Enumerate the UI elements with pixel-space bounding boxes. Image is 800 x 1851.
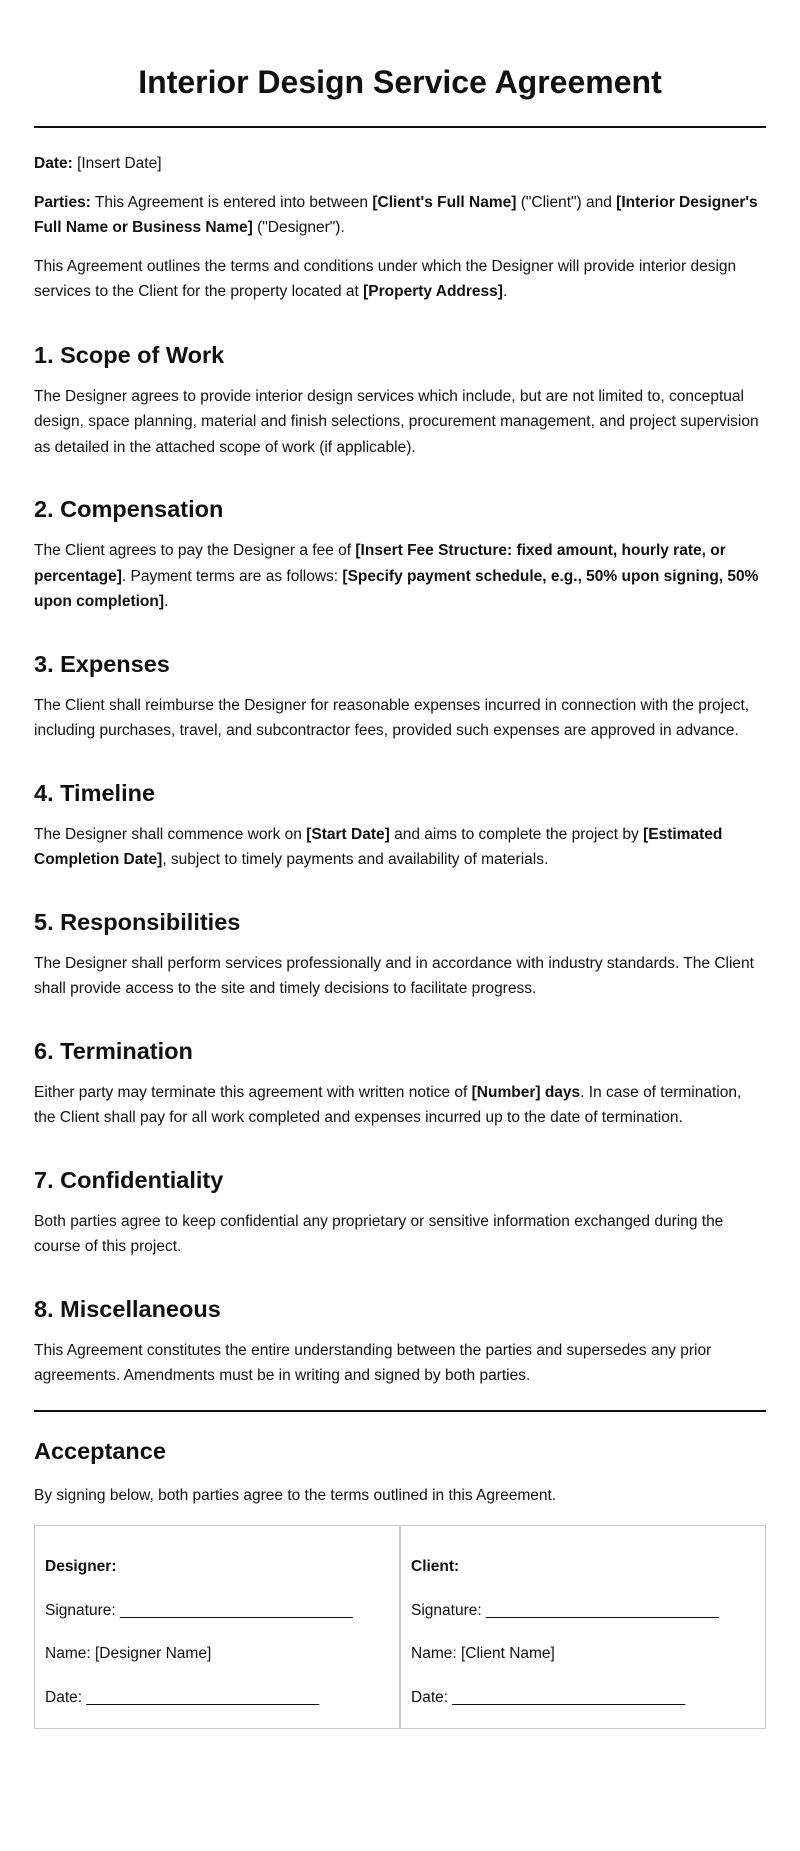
completion-date-placeholder: [Estimated Completion Date]: [34, 825, 723, 868]
designer-signature-line: Signature: ___________________________: [45, 1601, 353, 1619]
compensation-text: . Payment terms are as follows:: [121, 567, 343, 585]
client-name-line: Name: [Client Name]: [411, 1645, 555, 1662]
client-signature-block: [399, 1526, 765, 1728]
notice-days-placeholder: [Number] days: [471, 1083, 581, 1101]
section-termination: [34, 1036, 766, 1131]
section-acceptance: [34, 1436, 766, 1730]
intro-paragraph: [34, 254, 766, 305]
section-text: The Client shall reimburse the Designer for reasonable expenses incurred in connection with the project, including purchases, travel, and subcontractor fees, provided such expenses are approved in advance.: [34, 696, 750, 739]
section-compensation: [34, 494, 766, 615]
payment-schedule-placeholder: [Specify payment schedule, e.g., 50% upon signing, 50% upon completion]: [34, 567, 759, 610]
section-heading: 7. Confidentiality: [34, 1166, 224, 1193]
parties-text: ("Designer").: [252, 219, 345, 236]
compensation-text: The Client agrees to pay the Designer a fee of: [34, 542, 356, 559]
property-address-placeholder: [Property Address]: [363, 283, 503, 300]
section-heading: 4. Timeline: [34, 779, 156, 806]
client-name-placeholder: [Client's Full Name]: [372, 193, 517, 211]
section-text: Both parties agree to keep confidential any proprietary or sensitive information exchanged during the course of this project.: [34, 1212, 724, 1255]
parties-label: Parties:: [34, 193, 91, 211]
parties-paragraph: [34, 190, 766, 241]
timeline-text: and aims to complete the project by: [389, 825, 644, 843]
section-responsibilities: [34, 907, 766, 1002]
section-expenses: [34, 649, 766, 744]
section-timeline: [34, 778, 766, 873]
start-date-placeholder: [Start Date]: [306, 825, 390, 843]
section-scope: [34, 340, 766, 461]
acceptance-divider: [34, 1410, 766, 1412]
section-confidentiality: [34, 1165, 766, 1260]
client-signature-line: Signature: ___________________________: [411, 1601, 719, 1619]
designer-name-placeholder: [Interior Designer's Full Name or Business Name]: [34, 193, 758, 236]
intro-text: This Agreement outlines the terms and conditions under which the Designer will provide interior design services to the Client for the property located at: [34, 257, 737, 300]
client-date-line: Date: ___________________________: [411, 1688, 686, 1706]
termination-text: Either party may terminate this agreement with written notice of: [34, 1083, 472, 1101]
designer-signature-block: [35, 1526, 399, 1728]
section-heading: 1. Scope of Work: [34, 341, 225, 368]
designer-date-line: Date: ___________________________: [45, 1688, 320, 1706]
client-role-label: Client:: [411, 1558, 460, 1575]
section-heading: 6. Termination: [34, 1037, 193, 1064]
fee-placeholder: [Insert Fee Structure: fixed amount, hourly rate, or percentage]: [34, 542, 726, 585]
section-heading: 3. Expenses: [34, 650, 170, 677]
timeline-text: The Designer shall commence work on: [34, 825, 307, 843]
section-heading: 2. Compensation: [34, 496, 224, 522]
date-line: [34, 151, 766, 177]
section-text: This Agreement constitutes the entire understanding between the parties and supersedes any prior agreements. Amendments must be in writing and signed by both parties.: [34, 1341, 712, 1384]
section-text: [34, 538, 766, 615]
parties-text: This Agreement is entered into between: [90, 193, 373, 211]
date-label: Date:: [34, 155, 73, 172]
timeline-text: , subject to timely payments and availability of materials.: [162, 851, 549, 868]
designer-role-label: Designer:: [45, 1558, 117, 1575]
section-miscellaneous: [34, 1294, 766, 1389]
section-text: The Designer shall perform services professionally and in accordance with industry standards. The Client shall provide access to the site and timely decisions to facilitate progress.: [34, 954, 754, 997]
designer-name-line: Name: [Designer Name]: [45, 1645, 212, 1662]
title-divider: [34, 126, 766, 128]
date-value: [Insert Date]: [72, 155, 162, 172]
document-title: Interior Design Service Agreement: [138, 64, 662, 100]
acceptance-heading: Acceptance: [34, 1437, 166, 1464]
signature-table: [34, 1525, 766, 1729]
section-text: [34, 1080, 766, 1131]
section-text: [34, 822, 766, 873]
section-heading: 8. Miscellaneous: [34, 1295, 221, 1322]
section-heading: 5. Responsibilities: [34, 908, 241, 935]
intro-text: .: [502, 283, 508, 300]
acceptance-text: By signing below, both parties agree to the terms outlined in this Agreement.: [34, 1486, 557, 1504]
section-text: The Designer agrees to provide interior design services which include, but are not limited to, conceptual design, space planning, material and finish selections, procurement management, and project supervision as detailed in the attached scope of work (if applicable).: [34, 387, 759, 456]
termination-text: . In case of termination, the Client shall pay for all work completed and expenses incurred up to the date of termination.: [34, 1083, 742, 1126]
parties-text: ("Client") and: [516, 193, 617, 211]
compensation-text: .: [164, 593, 169, 610]
